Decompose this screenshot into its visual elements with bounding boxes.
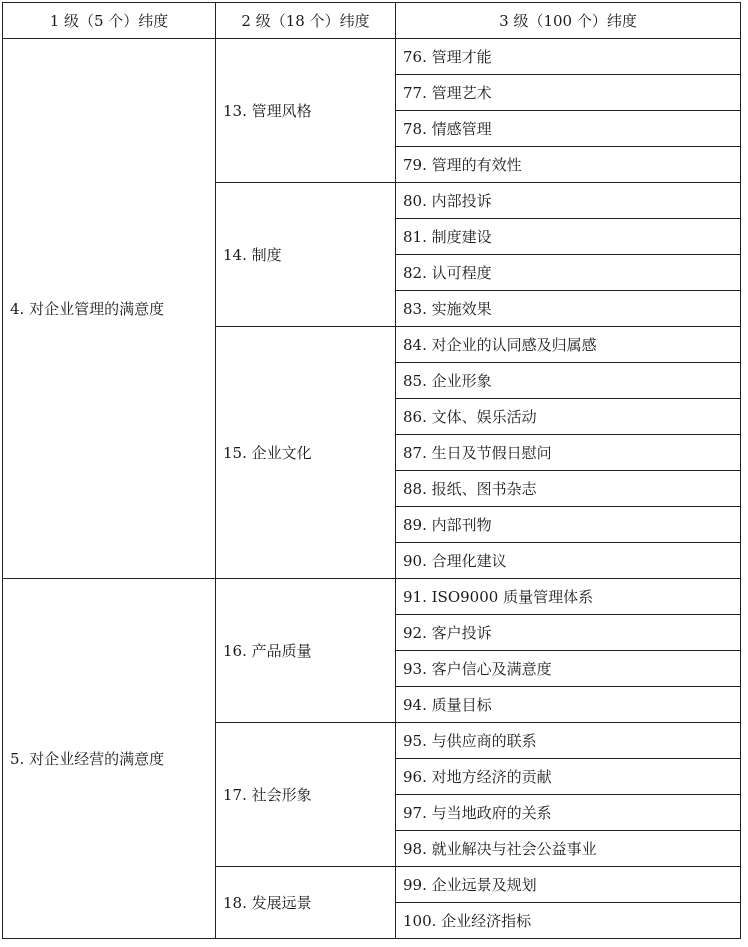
table-body [3, 39, 741, 939]
level3-dimension: 82. 认可程度 [396, 255, 741, 291]
level3-dimension: 76. 管理才能 [396, 39, 741, 75]
level3-dimension: 84. 对企业的认同感及归属感 [396, 327, 741, 363]
level2-dimension: 15. 企业文化 [216, 327, 396, 579]
header-level3: 3 级（100 个）纬度 [396, 3, 741, 39]
level3-dimension: 81. 制度建设 [396, 219, 741, 255]
level3-dimension: 91. ISO9000 质量管理体系 [396, 579, 741, 615]
level3-dimension: 97. 与当地政府的关系 [396, 795, 741, 831]
level3-dimension: 90. 合理化建议 [396, 543, 741, 579]
level3-dimension: 86. 文体、娱乐活动 [396, 399, 741, 435]
dimension-table [2, 2, 741, 939]
level3-dimension: 78. 情感管理 [396, 111, 741, 147]
level2-dimension: 16. 产品质量 [216, 579, 396, 723]
level3-dimension: 79. 管理的有效性 [396, 147, 741, 183]
table-row [3, 39, 741, 75]
level2-dimension: 13. 管理风格 [216, 39, 396, 183]
level2-dimension: 18. 发展远景 [216, 867, 396, 939]
level3-dimension: 99. 企业远景及规划 [396, 867, 741, 903]
level3-dimension: 80. 内部投诉 [396, 183, 741, 219]
level1-dimension: 5. 对企业经营的满意度 [3, 579, 216, 939]
level3-dimension: 83. 实施效果 [396, 291, 741, 327]
level3-dimension: 100. 企业经济指标 [396, 903, 741, 939]
level3-dimension: 96. 对地方经济的贡献 [396, 759, 741, 795]
level3-dimension: 94. 质量目标 [396, 687, 741, 723]
level3-dimension: 89. 内部刊物 [396, 507, 741, 543]
header-row [3, 3, 741, 39]
header-level1: 1 级（5 个）纬度 [3, 3, 216, 39]
level3-dimension: 87. 生日及节假日慰问 [396, 435, 741, 471]
level3-dimension: 98. 就业解决与社会公益事业 [396, 831, 741, 867]
level2-dimension: 14. 制度 [216, 183, 396, 327]
level3-dimension: 77. 管理艺术 [396, 75, 741, 111]
level3-dimension: 92. 客户投诉 [396, 615, 741, 651]
header-level2: 2 级（18 个）纬度 [216, 3, 396, 39]
level1-dimension: 4. 对企业管理的满意度 [3, 39, 216, 579]
level2-dimension: 17. 社会形象 [216, 723, 396, 867]
table-row [3, 579, 741, 615]
level3-dimension: 85. 企业形象 [396, 363, 741, 399]
level3-dimension: 95. 与供应商的联系 [396, 723, 741, 759]
level3-dimension: 93. 客户信心及满意度 [396, 651, 741, 687]
level3-dimension: 88. 报纸、图书杂志 [396, 471, 741, 507]
